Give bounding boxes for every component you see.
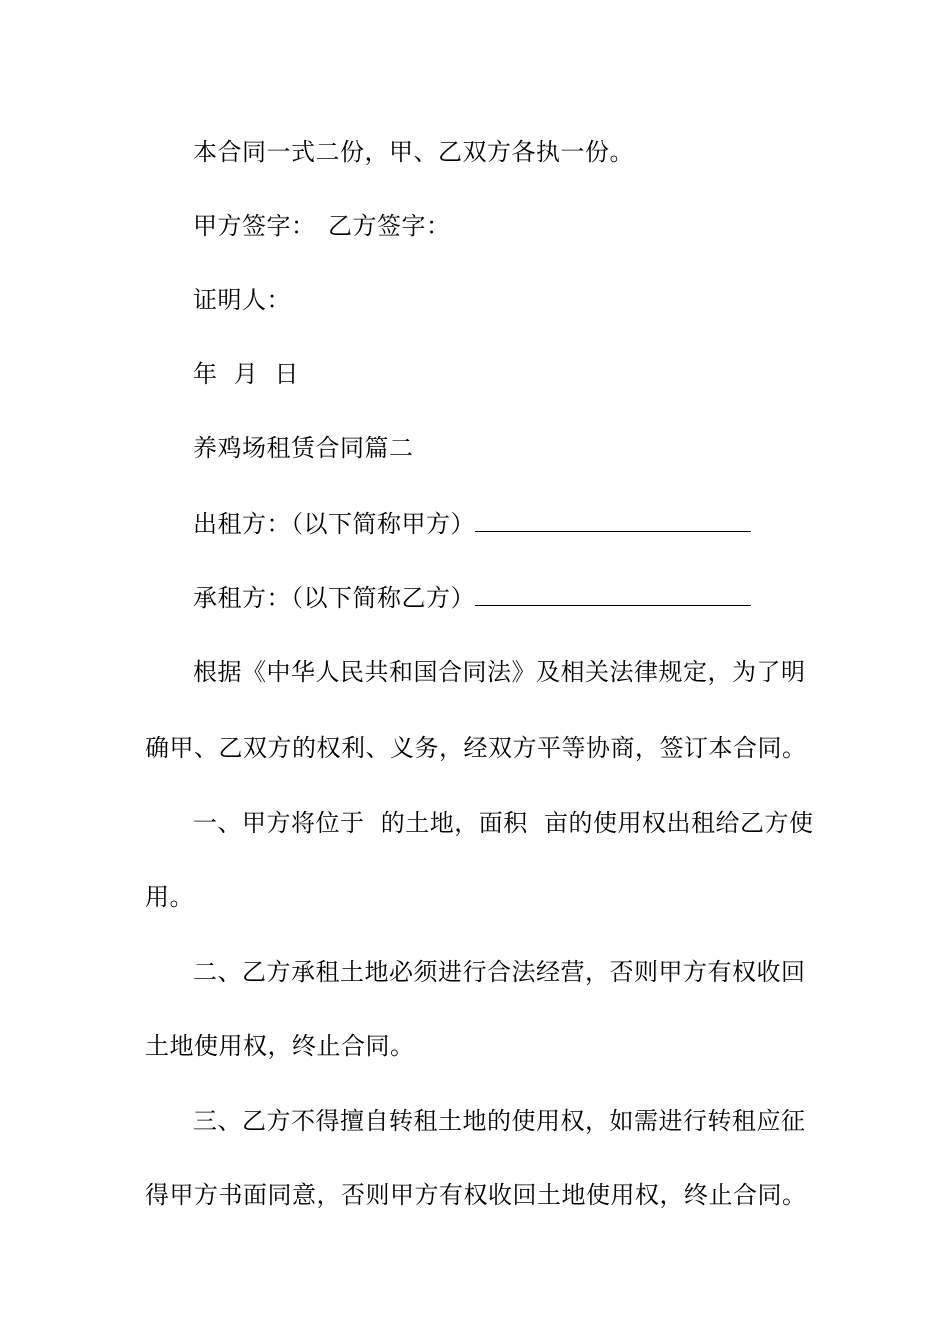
clause-1-line-1: 一、甲方将位于 的土地，面积 亩的使用权出租给乙方使: [193, 809, 814, 837]
lessee-label: 承租方：（以下简称乙方）: [193, 584, 475, 612]
lessee-blank: [475, 583, 751, 606]
preamble-line-1: 根据《中华人民共和国合同法》及相关法律规定，为了明: [193, 658, 806, 686]
clause-1-line-2: 用。: [145, 883, 194, 911]
signature-line: 甲方签字： 乙方签字：: [193, 212, 451, 240]
lessor-line: [193, 508, 810, 540]
clause-3-line-2: 得甲方书面同意，否则甲方有权收回土地使用权，终止合同。: [145, 1181, 807, 1209]
copies-clause: 本合同一式二份，甲、乙双方各执一份。: [193, 138, 634, 166]
section-heading: 养鸡场租赁合同篇二: [193, 434, 414, 462]
date-line: 年 月 日: [193, 360, 300, 388]
lessor-blank: [475, 509, 751, 532]
lessor-label: 出租方：（以下简称甲方）: [193, 510, 475, 538]
preamble-line-2: 确甲、乙双方的权利、义务，经双方平等协商，签订本合同。: [145, 734, 807, 762]
clause-2-line-1: 二、乙方承租土地必须进行合法经营，否则甲方有权收回: [193, 958, 806, 986]
witness-line: 证明人：: [193, 286, 291, 314]
lessee-line: [193, 582, 810, 614]
clause-2-line-2: 土地使用权，终止合同。: [145, 1032, 415, 1060]
clause-3-line-1: 三、乙方不得擅自转租土地的使用权，如需进行转租应征: [193, 1107, 806, 1135]
